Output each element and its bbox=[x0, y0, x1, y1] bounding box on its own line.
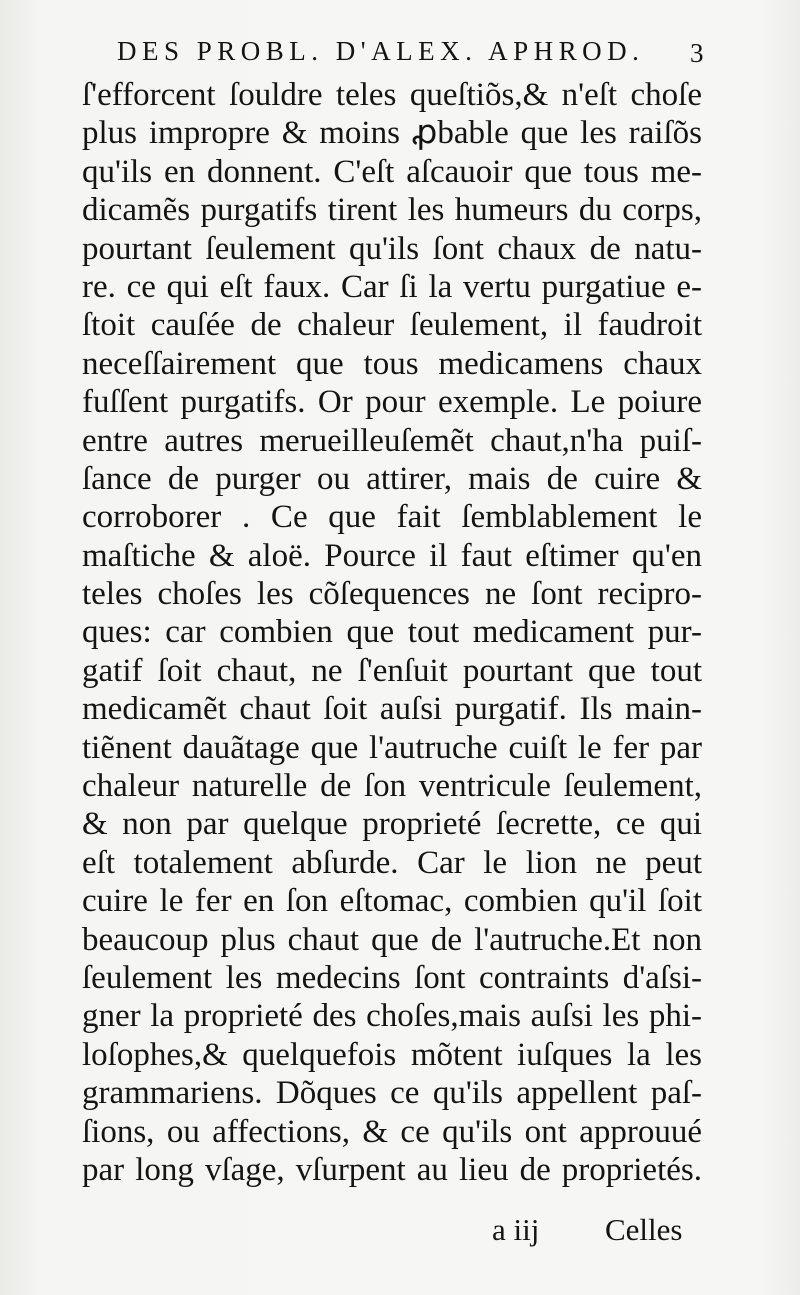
page-header bbox=[0, 36, 800, 76]
text-line: pourtant ſeulement qu'ils ſont chaux de natu- bbox=[82, 230, 702, 267]
catchword: Celles bbox=[605, 1212, 683, 1247]
page-number: 3 bbox=[690, 38, 704, 68]
text-line: qu'ils en donnent. C'eſt aſcauoir que tous me- bbox=[82, 153, 702, 190]
text-line: plus impropre & moins ꝓbable que les raiſõs bbox=[82, 115, 702, 152]
text-line: gatif ſoit chaut, ne ſ'enſuit pourtant que tout bbox=[82, 652, 702, 689]
text-line: tiẽnent dauãtage que l'autruche cuiſt le fer par bbox=[82, 729, 702, 766]
text-line: & non par quelque proprieté ſecrette, ce qui bbox=[82, 806, 702, 843]
text-line: teles choſes les cõſequences ne ſont recipro- bbox=[82, 576, 702, 613]
text-line: ſance de purger ou attirer, mais de cuire & bbox=[82, 460, 702, 497]
text-line: chaleur naturelle de ſon ventricule ſeulement, bbox=[82, 768, 702, 805]
text-line: eſt totalement abſurde. Car le lion ne peut bbox=[82, 844, 702, 881]
body-text bbox=[82, 76, 702, 1189]
text-line: entre autres merueilleuſemẽt chaut,n'ha puiſ- bbox=[82, 422, 702, 459]
running-head: DES PROBL. D'ALEX. APHROD. bbox=[117, 36, 645, 66]
text-line: maſtiche & aloë. Pource il faut eſtimer qu'en bbox=[82, 537, 702, 574]
text-line: re. ce qui eſt faux. Car ſi la vertu purgatiue e- bbox=[82, 268, 702, 305]
text-line: corroborer . Ce que fait ſemblablement le bbox=[82, 499, 702, 536]
text-line: ſ'efforcent ſouldre teles queſtiõs,& n'eſt choſe bbox=[82, 77, 702, 113]
text-line: ſeulement les medecins ſont contraints d'aſsi- bbox=[82, 959, 702, 996]
text-line: neceſſairement que tous medicamens chaux bbox=[82, 345, 702, 382]
text-line: cuire le fer en ſon eſtomac, combien qu'il ſoit bbox=[82, 883, 702, 920]
text-line: beaucoup plus chaut que de l'autruche.Et non bbox=[82, 921, 702, 958]
text-line: grammariens. Dõques ce qu'ils appellent paſ- bbox=[82, 1075, 702, 1112]
text-line: loſophes,& quelquefois mõtent iuſques la les bbox=[82, 1036, 702, 1073]
text-line: ſions, ou affections, & ce qu'ils ont approuué bbox=[82, 1113, 702, 1150]
text-line: ques: car combien que tout medicament pur- bbox=[82, 614, 702, 651]
text-line: fuſſent purgatifs. Or pour exemple. Le poiure bbox=[82, 384, 702, 421]
text-line: par long vſage, vſurpent au lieu de proprietés. bbox=[82, 1151, 702, 1188]
text-line: gner la proprieté des choſes,mais auſsi les phi- bbox=[82, 998, 702, 1035]
text-line: medicamẽt chaut ſoit auſsi purgatif. Ils main- bbox=[82, 691, 702, 728]
text-line: ſtoit cauſée de chaleur ſeulement, il faudroit bbox=[82, 307, 702, 344]
page-footer bbox=[0, 1212, 800, 1252]
text-line: dicamẽs purgatifs tirent les humeurs du corps, bbox=[82, 192, 702, 229]
signature-mark: a iij bbox=[492, 1212, 540, 1247]
